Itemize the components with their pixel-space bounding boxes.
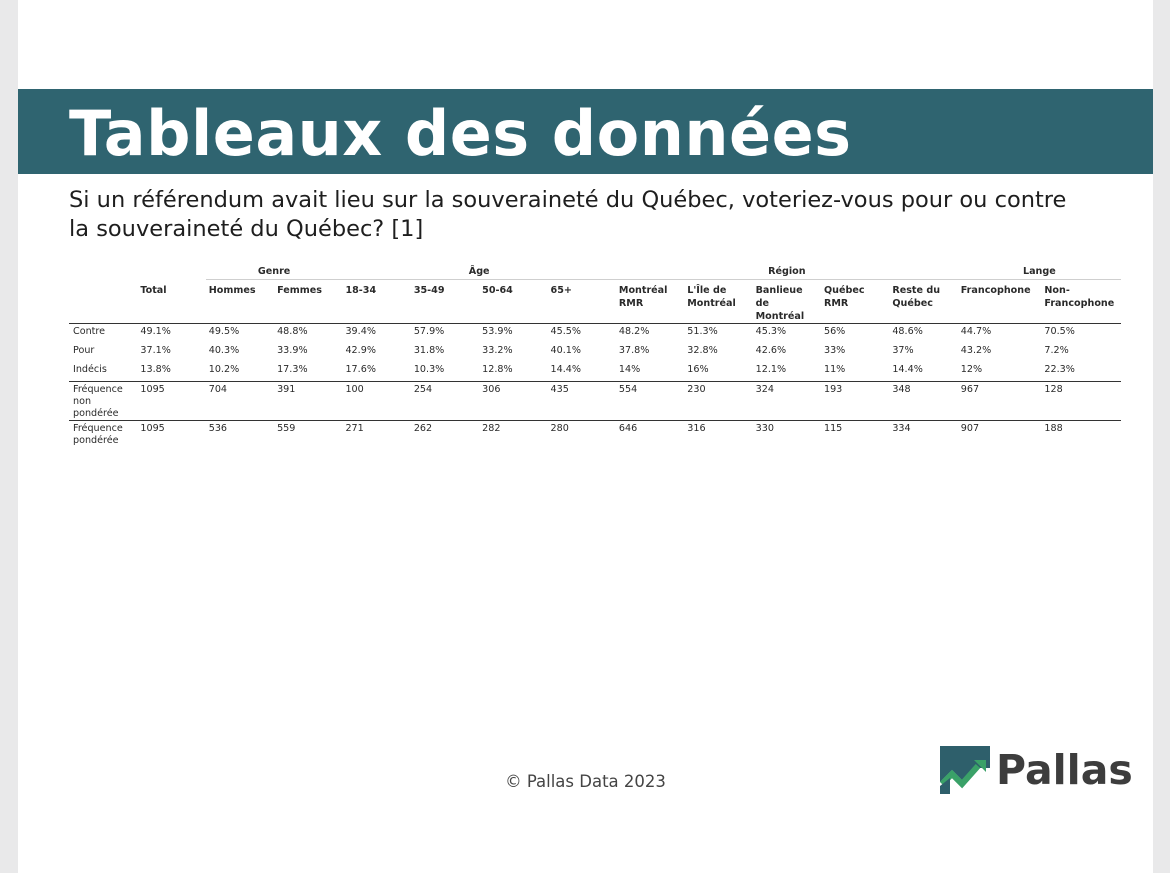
table-cell: 37% [892, 345, 914, 356]
row-label: Indécis [73, 364, 107, 375]
table-cell: 37.1% [140, 345, 171, 356]
table-cell: 33.9% [277, 345, 308, 356]
table-cell: 324 [753, 382, 821, 421]
table-cell: 435 [548, 382, 616, 421]
table-cell: 280 [548, 421, 616, 448]
table-cell: 40.3% [208, 345, 240, 356]
row-label: Pour [73, 345, 95, 356]
row-label: Fréquence pondérée [69, 421, 137, 448]
table-cell: 40.1% [550, 345, 582, 356]
table-row [69, 362, 1121, 382]
table-cell: 704 [206, 382, 274, 421]
table-cell: 42.9% [345, 345, 376, 356]
table-cell: 1095 [137, 421, 205, 448]
col-header: L'Île de Montréal [687, 285, 736, 309]
table-cell: 330 [753, 421, 821, 448]
table-cell: 262 [411, 421, 479, 448]
table-cell: 56% [821, 324, 889, 344]
pallas-logo [940, 744, 1140, 800]
col-header: Montréal RMR [618, 285, 668, 309]
col-header: 18-34 [345, 285, 377, 296]
table-cell: 12% [960, 364, 983, 375]
survey-question: Si un référendum avait lieu sur la souveraineté du Québec, voteriez-vous pour ou contre la souveraineté du Québec? [1] [69, 187, 1067, 242]
table-cell: 7.2% [1044, 345, 1069, 356]
table-cell: 306 [479, 382, 547, 421]
group-region: Région [616, 259, 958, 280]
col-header: Québec RMR [823, 285, 865, 309]
table-cell: 559 [274, 421, 342, 448]
table-cell: 646 [616, 421, 684, 448]
table-cell: 51.3% [684, 324, 752, 344]
group-age: Âge [342, 259, 615, 280]
data-table [69, 259, 1121, 447]
table-cell: 128 [1041, 382, 1121, 421]
table-cell: 13.8% [140, 364, 171, 375]
table-cell: 907 [958, 421, 1042, 448]
table-cell: 188 [1041, 421, 1121, 448]
table-cell: 554 [616, 382, 684, 421]
table-cell: 42.6% [755, 345, 787, 356]
table-cell: 39.4% [342, 324, 410, 344]
table-cell: 48.8% [274, 324, 342, 344]
table-cell: 33% [823, 345, 846, 356]
table-cell: 43.2% [960, 345, 992, 356]
footer-copyright: © Pallas Data 2023 [505, 772, 666, 791]
table-cell: 31.8% [413, 345, 445, 356]
table-cell: 316 [684, 421, 752, 448]
table-cell: 37.8% [618, 345, 650, 356]
page-title: Tableaux des données [69, 97, 852, 170]
table-cell: 14% [618, 364, 641, 375]
table-cell: 17.6% [345, 364, 376, 375]
table-cell: 53.9% [479, 324, 547, 344]
table-cell: 10.2% [208, 364, 240, 375]
table-cell: 115 [821, 421, 889, 448]
table-cell: 12.1% [755, 364, 787, 375]
col-header: Hommes [208, 285, 256, 296]
table-row [69, 382, 1121, 421]
table-cell: 57.9% [411, 324, 479, 344]
table-cell: 334 [889, 421, 957, 448]
pallas-logo-icon [940, 744, 992, 794]
table-cell: 33.2% [482, 345, 513, 356]
row-label: Fréquence non pondérée [69, 382, 137, 421]
table-cell: 193 [821, 382, 889, 421]
table-cell: 48.2% [616, 324, 684, 344]
table-row [69, 324, 1121, 344]
group-genre: Genre [206, 259, 343, 280]
col-header: 35-49 [413, 285, 445, 296]
table-cell: 44.7% [958, 324, 1042, 344]
table-cell: 49.5% [206, 324, 274, 344]
logo-text: Pallas [996, 746, 1133, 794]
table-cell: 230 [684, 382, 752, 421]
table-cell: 45.3% [753, 324, 821, 344]
table-cell: 14.4% [550, 364, 582, 375]
table-cell: 10.3% [413, 364, 445, 375]
table-cell: 12.8% [482, 364, 513, 375]
table-cell: 48.6% [889, 324, 957, 344]
col-header: Francophone [960, 285, 1031, 296]
column-header-row [69, 280, 1121, 324]
col-header: Non-Francophone [1044, 285, 1115, 309]
col-header: Banlieue de Montréal [755, 285, 805, 322]
table-cell: 45.5% [548, 324, 616, 344]
group-langue: Lange [958, 259, 1121, 280]
table-cell: 14.4% [892, 364, 923, 375]
col-header: 65+ [550, 285, 572, 296]
table-cell: 1095 [137, 382, 205, 421]
table-cell: 967 [958, 382, 1042, 421]
col-header: Total [140, 284, 167, 296]
table-cell: 17.3% [277, 364, 308, 375]
table-cell: 16% [687, 364, 709, 375]
table-cell: 100 [342, 382, 410, 421]
table-cell: 254 [411, 382, 479, 421]
table-cell: 271 [342, 421, 410, 448]
table-cell: 348 [889, 382, 957, 421]
table-cell: 49.1% [137, 324, 205, 344]
table-cell: 32.8% [687, 345, 718, 356]
col-header: Reste du Québec [892, 285, 941, 309]
table-cell: 391 [274, 382, 342, 421]
title-banner [18, 89, 1153, 174]
table-cell: 22.3% [1044, 364, 1075, 375]
table-row [69, 343, 1121, 362]
row-label: Contre [69, 324, 137, 344]
table-cell: 70.5% [1041, 324, 1121, 344]
group-header-row [69, 259, 1121, 280]
table-cell: 11% [823, 364, 846, 375]
table-cell: 536 [206, 421, 274, 448]
report-page [18, 0, 1153, 873]
col-header: 50-64 [482, 285, 513, 296]
table-row [69, 421, 1121, 448]
col-header: Femmes [277, 285, 322, 296]
table-cell: 282 [479, 421, 547, 448]
